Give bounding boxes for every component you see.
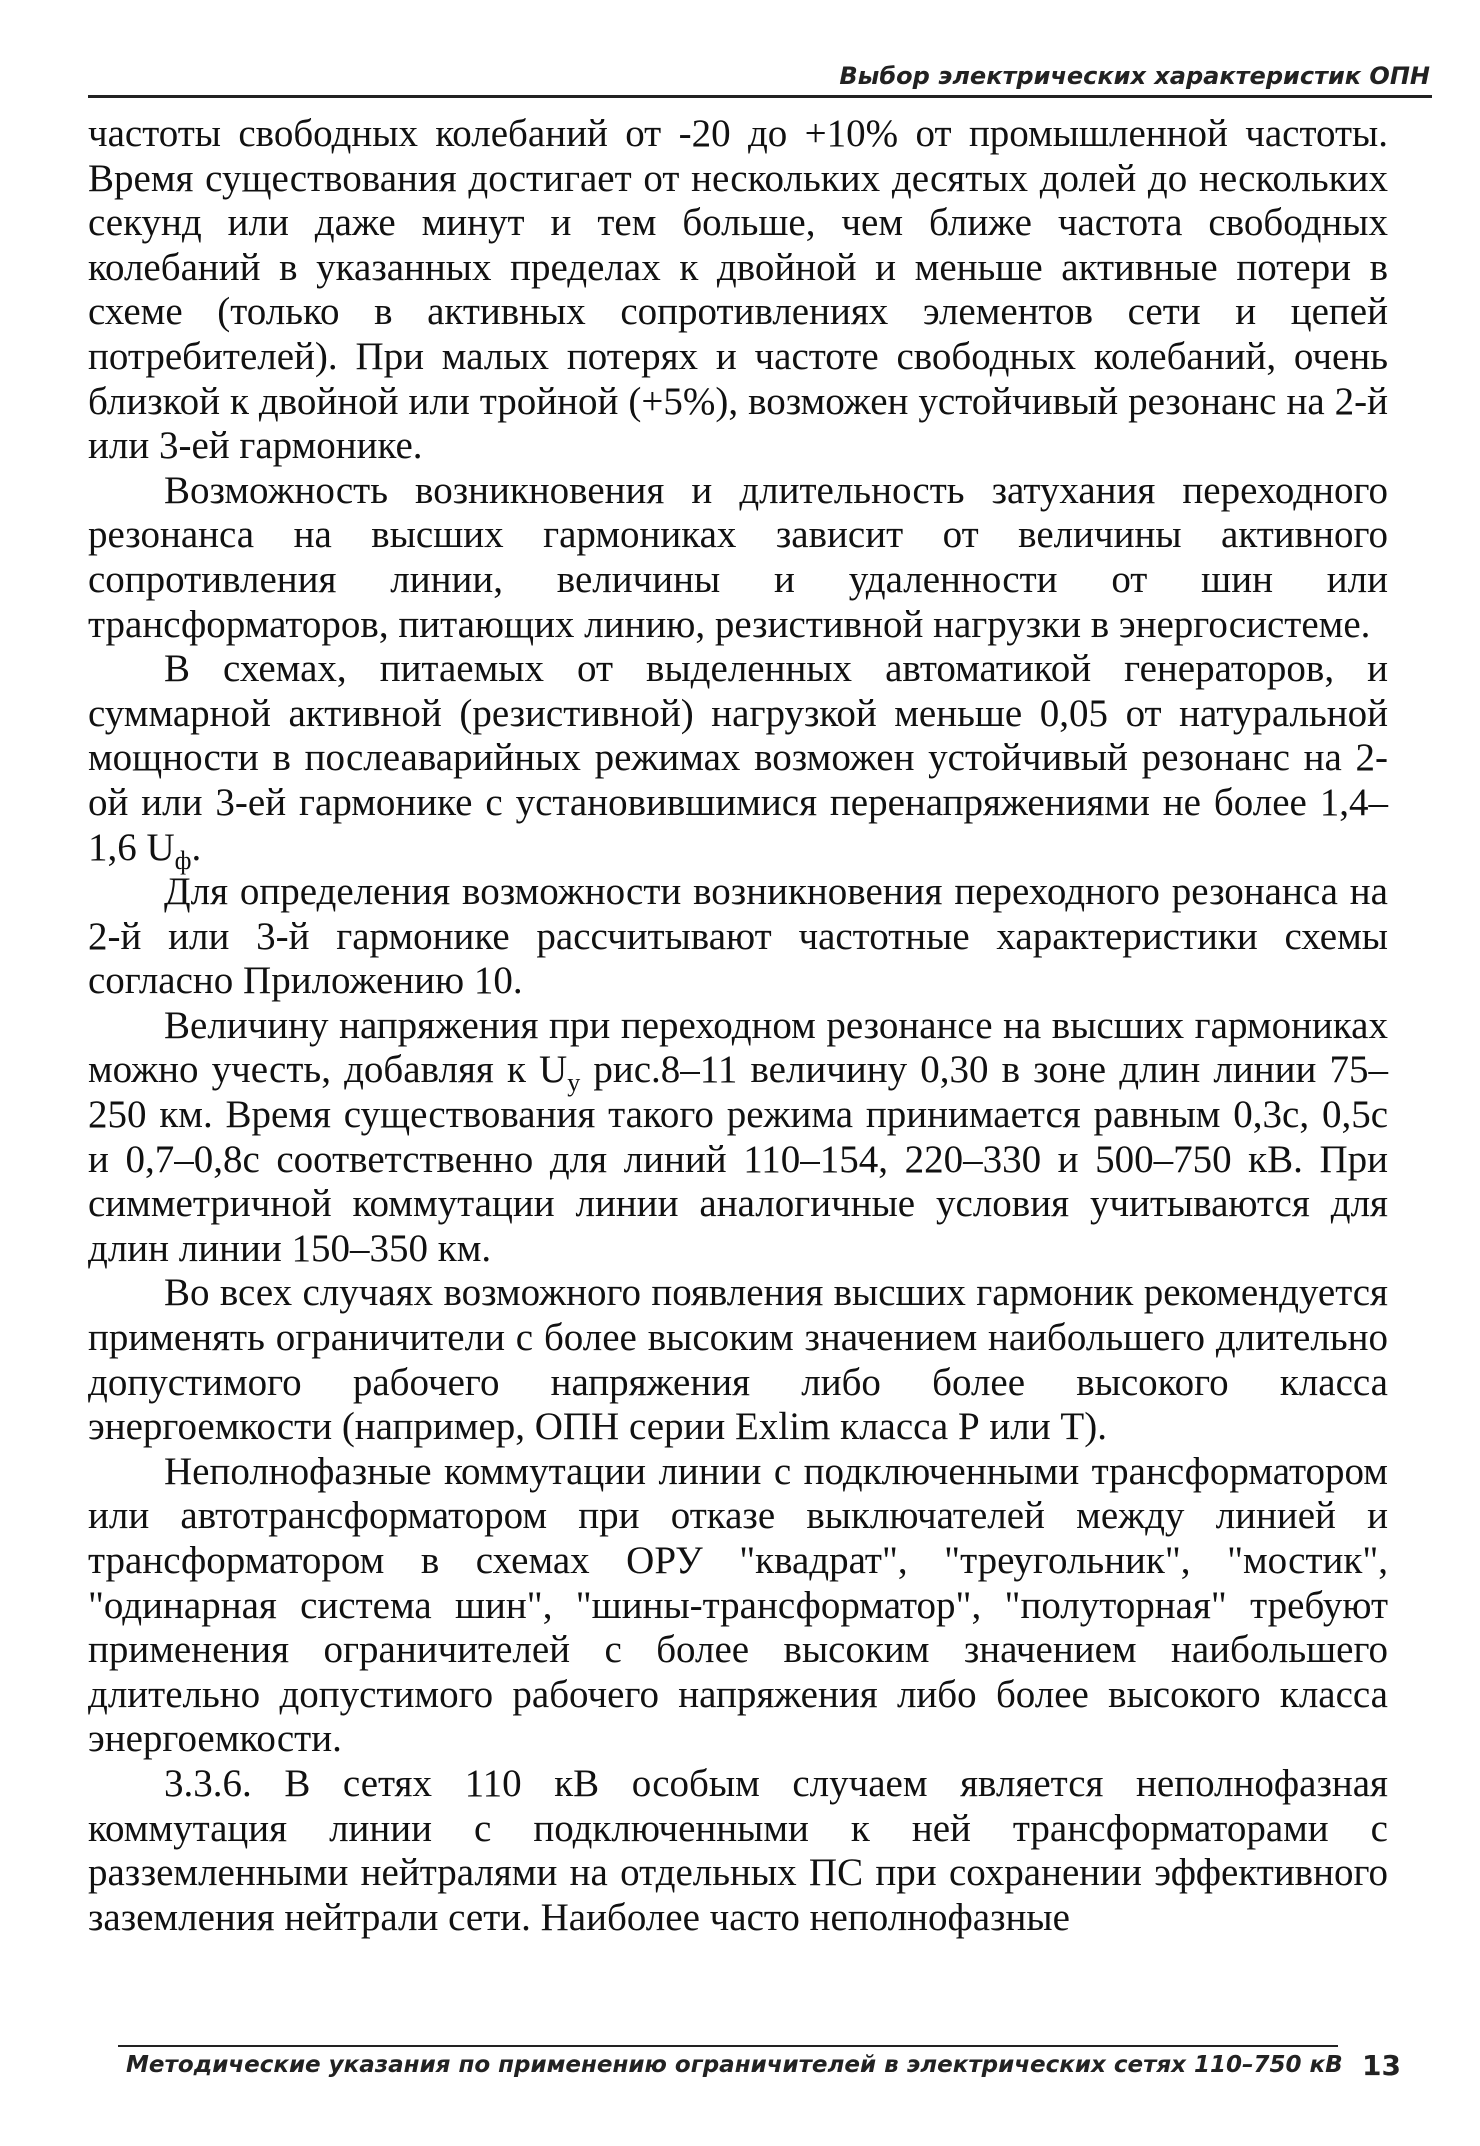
- body-text: [88, 112, 1388, 1940]
- footer-rule: [118, 2045, 1338, 2047]
- paragraph-7: Неполнофазные коммутации линии с подключенными трансформатором или автотрансформатором при отказе выключателей между линией и трансформатором в схемах ОРУ "квадрат", "треугольник", "мостик", "одинарная система шин", "шины-трансформатор", "полуторная" требуют применения ограничителей с более высоким значением наибольшего длительно допустимого рабочего напряжения либо более высокого класса энергоемкости.: [88, 1449, 1388, 1761]
- header-rule: [88, 95, 1432, 98]
- subscript-steady: у: [567, 1068, 581, 1098]
- paragraph-2: Возможность возникновения и длительность затухания переходного резонанса на высших гармониках зависит от величины активного сопротивления линии, величины и удаленности от шин или трансформаторов, питающих линию, резистивной нагрузки в энергосистеме.: [88, 468, 1388, 646]
- paragraph-3: [88, 647, 1388, 875]
- paragraph-5-text: Величину напряжения при переходном резонансе на высших гармониках можно учесть, добавляя к U: [88, 1003, 1388, 1092]
- paragraph-3-text: В схемах, питаемых от выделенных автоматикой генераторов, и суммарной активной (резистивной) нагрузкой меньше 0,05 от натуральной мощности в послеаварийных режимах возможен устойчивый резонанс на 2-ой или 3-ей гармонике с установившимися перенапряжениями не более 1,4–1,6 U: [88, 647, 1388, 869]
- paragraph-3-tail: .: [191, 825, 202, 869]
- paragraph-5: [88, 1004, 1388, 1272]
- running-footer: Методические указания по применению ограничителей в электрических сетях 110–750 кВ: [126, 2052, 1343, 2078]
- paragraph-5-tail: рис.8–11 величину 0,30 в зоне длин линии 75–250 км. Время существования такого режима принимается равным 0,3с, 0,5с и 0,7–0,8с соответственно для линий 110–154, 220–330 и 500–750 кВ. При симметричной коммутации линии аналогичные условия учитываются для длин линии 150–350 км.: [88, 1048, 1388, 1270]
- running-header: Выбор электрических характеристик ОПН: [839, 62, 1430, 90]
- page-number: 13: [1362, 2049, 1401, 2082]
- paragraph-8: 3.3.6. В сетях 110 кВ особым случаем является неполнофазная коммутация линии с подключенными к ней трансформаторами с разземленными нейтралями на отдельных ПС при сохранении эффективного заземления нейтрали сети. Наиболее часто неполнофазные: [88, 1761, 1388, 1939]
- paragraph-4: Для определения возможности возникновения переходного резонанса на 2-й или 3-й гармонике рассчитывают частотные характеристики схемы согласно Приложению 10.: [88, 870, 1388, 1003]
- paragraph-6: Во всех случаях возможного появления высших гармоник рекомендуется применять ограничители с более высоким значением наибольшего длительно допустимого рабочего напряжения либо более высокого класса энергоемкости (например, ОПН серии Exlim класса Р или Т).: [88, 1271, 1388, 1449]
- subscript-phase: ф: [174, 845, 192, 875]
- paragraph-1: частоты свободных колебаний от -20 до +10% от промышленной частоты. Время существования достигает от нескольких десятых долей до нескольких секунд или даже минут и тем больше, чем ближе частота свободных колебаний в указанных пределах к двойной и меньше активные потери в схеме (только в активных сопротивлениях элементов сети и цепей потребителей). При малых потерях и частоте свободных колебаний, очень близкой к двойной или тройной (+5%), возможен устойчивый резонанс на 2-й или 3-ей гармонике.: [88, 112, 1388, 468]
